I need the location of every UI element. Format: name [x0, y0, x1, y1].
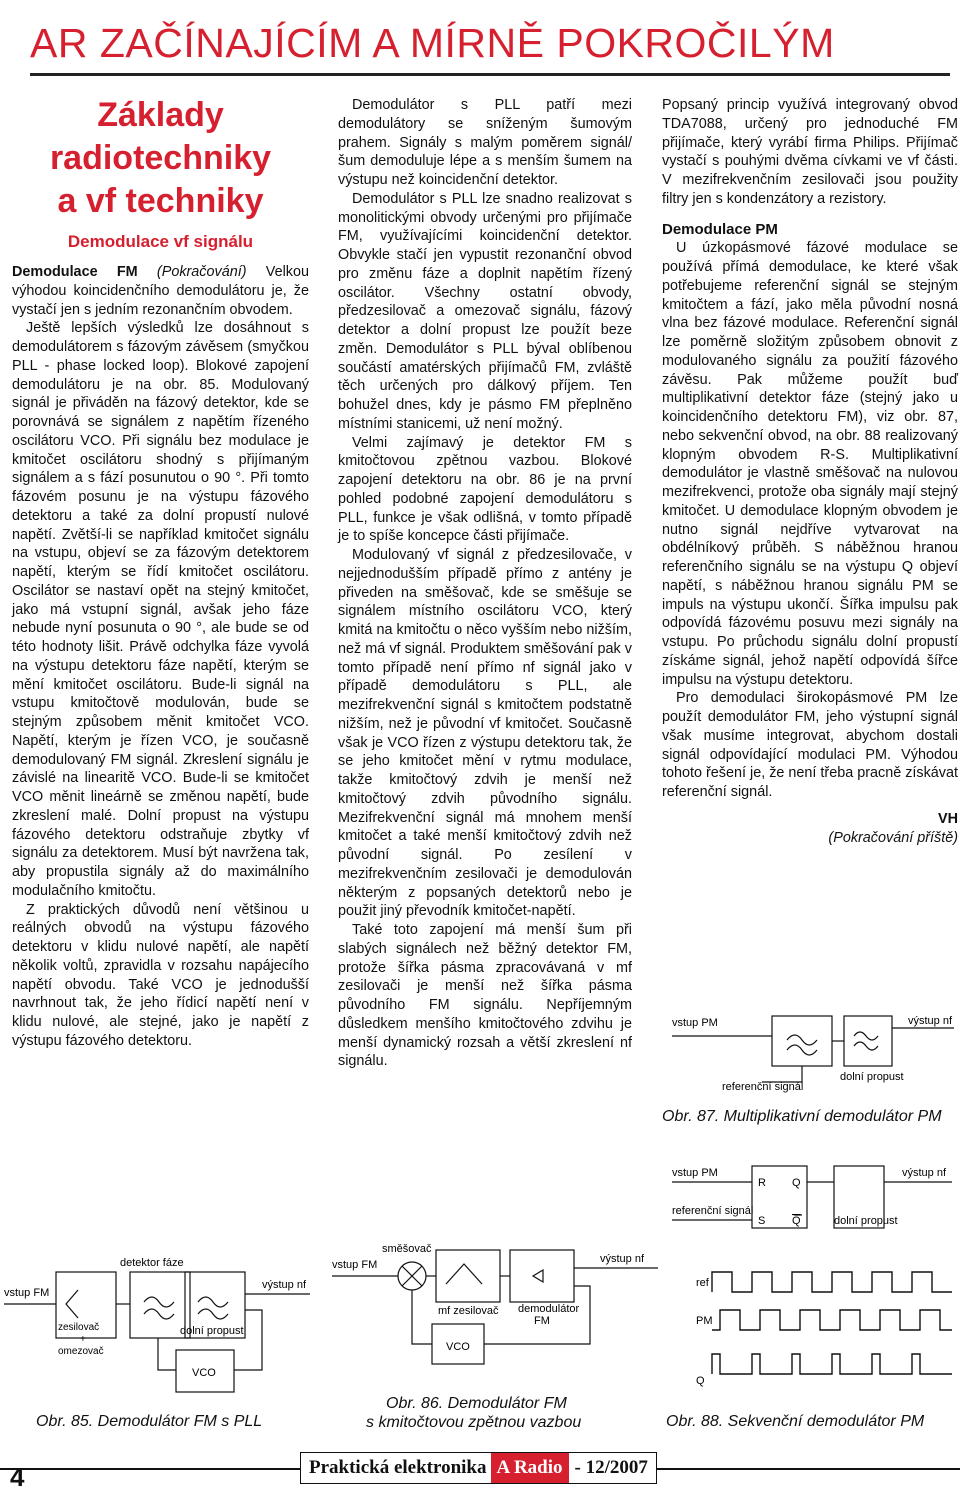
fig88-output-label: výstup nf — [902, 1167, 947, 1179]
author-signature: VH — [938, 810, 958, 827]
if-amplifier-block — [436, 1250, 500, 1302]
subheading: Demodulace PM — [662, 220, 778, 238]
magazine-issue: - 12/2007 — [574, 1457, 648, 1478]
fig85-amp-label: zesilovač — [58, 1322, 100, 1333]
q-output-label: Q — [792, 1177, 801, 1189]
column-3 — [662, 96, 958, 847]
ref-label: ref — [696, 1277, 709, 1289]
figure-85-diagram — [0, 1250, 320, 1410]
continued-note: (Pokračování) — [156, 264, 247, 280]
figure-85-caption: Obr. 85. Demodulátor FM s PLL — [36, 1413, 263, 1430]
title-line: Základy — [97, 96, 224, 134]
fig88-lowpass-label: dolní propust — [834, 1215, 898, 1227]
q-waveform — [712, 1354, 952, 1374]
fig85-limiter-label: omezovač — [58, 1346, 104, 1357]
fig86-demod-label: demodulátor — [518, 1303, 580, 1315]
paragraph: U úzkopásmové fázové modulace se používá přímá demodulace, ke které však potřebujeme referenční signál se stejným kmitočtem a fází, jako měla původní nosná vlna bez fázové modulace. Referenční signál lze poměrně složitým způsobem obnovit z modulovaného signálu za použití fázového závěsu. Pak můžeme použít buď multiplikativní detektor fáze (stejný jako u koincidenčního detektoru FM), viz obr. 87, nebo sekvenční obvod, na obr. 88 realizovaný klopným obvodem R-S. Multiplikativní demodulátor je vlastně směšovač na nulovou mezifrekvenci, protože oba signály mají stejný kmitočet. U demodulace klopným obvodem je nutno signál nejdříve vytvarovat na obdélníkový průběh. S náběžnou hranou referenčního signálu se na výstupu Q objeví napětí, s náběžnou hranou signálu PM se impuls na výstupu ukončí. Šířka impulsu pak odpovídá fázovému posuvu mezi signály na vstupu. Po průchodu signálu dolní propustí získáme signál, jehož napětí odpovídá šířce impulsu na výstupu detektoru. — [662, 240, 958, 688]
paragraph: Ještě lepších výsledků lze dosáhnout s demodulátorem s fázovým závěsem (smyčkou PLL - phase locked loop). Blokové zapojení demodulátoru je na obr. 85. Modulovaný signál je přiváděn na fázový detektor, kde se porovnává se signálem z napětím řízeného oscilátoru VCO. Při signálu bez modulace je kmitočet oscilátoru shodný s přijímaným signálem a s fází posunutou o 90 °. Při tomto fázovém posunu je na výstupu fázového detektoru a také za dolní propustí nulové napětí. Zvětší-li se například kmitočet signálu na vstupu, objeví se za fázovým detektorem napětí, kterým se řídí kmitočet oscilátoru. Oscilátor se nastaví opět na stejný kmitočet, jako má vstupní signál, avšak jeho fáze nebude nyní posunuta o 90 °, ale bude se od této hodnoty lišit. Právě odchylka fáze vyvolá na výstupu detektoru fáze napětí, kterým se mění kmitočet oscilátoru. Bude-li signál na vstupu kmitočtově modulován, bude se stejným způsobem měnit kmitočet VCO. Napětí, kterým je řízen VCO, je současně demodulovaný FM signál. Zkreslení signálu je závislé na linearitě VCO. Bude-li se kmitočet VCO měnit lineárně se změnou napětí, bude zkreslení malé. Dolní propust na výstupu fázového detektoru odstraňuje zbytky vf signálu za detektorem. Musí být navržena tak, aby propustila signály až do maximálního modulačního kmitočtu. — [12, 320, 309, 899]
r-input-label: R — [758, 1177, 766, 1189]
qbar-output-label: Q — [792, 1215, 801, 1227]
fig87-ref-label: referenční signál — [722, 1081, 804, 1093]
figure-88-waveforms — [662, 1262, 958, 1402]
page-header — [30, 12, 950, 74]
fig85-detector-label: detektor fáze — [120, 1257, 184, 1269]
fig86-vco-label: VCO — [446, 1341, 470, 1353]
figure-87-caption: Obr. 87. Multiplikativní demodulátor PM — [662, 1108, 942, 1125]
paragraph: Demodulátor s PLL lze snadno realizovat s monolitickými obvody určenými pro přijímače FM, využívajícími koincidenční detektor. Obvykle stačí jen vypustit rezonanční obvod pro změnu fáze a doplnit napětím řízený oscilátor. Všechny ostatní obvody, předzesilovač a omezovač signálu, fázový detektor a dolní propust lze použít beze změn. Demodulátor s PLL býval oblíbenou součástí amatérských přijímačů FM, zvláště těch určených pro dálkový příjem. Ten bohužel dnes, kdy je pásmo FM přeplněno místními stanicemi, už není možný. — [338, 190, 632, 432]
article-section-heading: Demodulace vf signálu — [67, 232, 254, 251]
paragraph: Z praktických důvodů není většinou u reálných obvodů na výstupu fázového detektoru v klidu nulové napětí, ale napětí několik voltů, zpravidla v rozsahu napájecího napětí obvodu. Také VCO je jednodušší navrhnout tak, že jeho řídicí napětí není v klidu nulové, ale stejné, jako je napětí z výstupu fázového detektoru. — [12, 901, 309, 1049]
lowpass-block — [844, 1016, 892, 1066]
title-line: radiotechniky — [49, 139, 272, 177]
column-2 — [338, 96, 632, 1071]
fig87-lowpass-label: dolní propust — [840, 1071, 904, 1083]
column-1 — [12, 263, 309, 1051]
fig86-demod-label-2: FM — [534, 1315, 550, 1327]
magazine-box — [300, 1452, 657, 1484]
fig86-if-label: mf zesilovač — [438, 1305, 499, 1317]
figure-86-caption-line2: s kmitočtovou zpětnou vazbou — [366, 1414, 582, 1431]
header-rule — [30, 73, 950, 76]
fig85-input-label: vstup FM — [4, 1287, 50, 1299]
figure-87-diagram — [662, 998, 958, 1098]
magazine-name: Praktická elektronika — [309, 1457, 487, 1478]
figure-88-diagram — [662, 1158, 958, 1238]
subheading: Demodulace FM — [12, 264, 138, 280]
magazine-ar: A Radio — [491, 1453, 569, 1483]
pm-label: PM — [696, 1315, 713, 1327]
fig85-plus: + — [80, 1334, 86, 1345]
paragraph: Popsaný princip využívá integrovaný obvod TDA7088, určený pro jednoduché FM přijímače, který vyrábí firma Philips. Přijímač vystačí s pouhými dvěma cívkami ve vf části. V mezifrekvenčním zesilovači jsou použity filtry jen s kondenzátory a rezistory. — [662, 97, 958, 207]
fig86-mixer-label: směšovač — [382, 1243, 432, 1255]
page-footer — [0, 1440, 960, 1490]
paragraph — [12, 263, 309, 319]
pm-waveform — [712, 1310, 952, 1330]
ref-waveform — [712, 1272, 952, 1292]
figure-86-caption-line1: Obr. 86. Demodulátor FM — [386, 1395, 567, 1412]
paragraph: Také toto zapojení má menší šum při slabých signálech než běžný detektor FM, protože šířka pásma zpracovávaná v mf zesilovači je menší než šířka pásma původního FM signálu. Nepříjemným důsledkem menšího kmitočtového zdvihu je menší dynamický rozsah a větší zkreslení nf signálu. — [338, 922, 632, 1070]
fig87-output-label: výstup nf — [908, 1015, 953, 1027]
fig85-output-label: výstup nf — [262, 1279, 307, 1291]
section-title: AR ZAČÍNAJÍCÍM A MÍRNĚ POKROČILÝM — [30, 20, 835, 66]
fm-demodulator-block — [510, 1250, 574, 1302]
fig85-vco-label: VCO — [192, 1367, 216, 1379]
figure-86-diagram — [328, 1238, 660, 1398]
fig86-output-label: výstup nf — [600, 1253, 645, 1265]
fig88-input-label: vstup PM — [672, 1167, 718, 1179]
paragraph-text: Velkou výhodou koincidenčního demodulátoru je, že vystačí jen s jedním rezonančním obvodem. — [12, 264, 309, 318]
fig88-ref-label: referenční signál — [672, 1205, 754, 1217]
q-label: Q — [696, 1375, 705, 1387]
page-number: 4 — [10, 1462, 25, 1492]
title-line: a vf techniky — [57, 182, 264, 220]
paragraph: Pro demodulaci širokopásmové PM lze použít demodulátor FM, jeho výstupní signál však musíme integrovat, abychom dostali signál odpovídající modulaci PM. Výhodou tohoto řešení je, že není třeba pracně získávat referenční signál. — [662, 690, 958, 800]
continued-note: (Pokračování příště) — [828, 829, 958, 846]
article-title — [12, 94, 309, 223]
s-input-label: S — [758, 1215, 766, 1227]
fig85-lowpass-label: dolní propust — [180, 1325, 244, 1337]
fig86-input-label: vstup FM — [332, 1259, 378, 1271]
paragraph: Velmi zajímavý je detektor FM s kmitočtovou zpětnou vazbou. Blokové zapojení detektoru na obr. 86 je na první pohled podobné zapojení demodulátoru s PLL, funkce je však odlišná, v tomto případě je to spíše koncepce části přijímače. — [338, 434, 632, 545]
fig87-input-label: vstup PM — [672, 1017, 718, 1029]
paragraph: Modulovaný vf signál z předzesilovače, v nejjednodušším případě přímo z antény je přiveden na směšovač, kde se směšuje se signálem místního oscilátoru VCO, který kmitá na kmitočtu o něco vyšším nebo nižším, než má vf signál. Produktem směšování pak v tomto případě není přímo nf signál jako v případě demodulátoru s PLL, ale mezifrekvenční signál s kmitočtem podstatně nižším, než je původní vf kmitočet. Současně však je VCO řízen z výstupu detektoru tak, že se jeho kmitočet mění v rytmu modulace, takže kmitočtový zdvih je menší než kmitočtový zdvih původního signálu. Mezifrekvenční signál má mnohem menší kmitočet a také menší kmitočtový zdvih než původní signál. Po zesílení v mezifrekvenčním zesilovači je demodulován některým z popsaných detektorů nebo je použit jiný převodník kmitočet-napětí. — [338, 547, 632, 920]
paragraph: Demodulátor s PLL patří mezi demodulátory se sníženým šumovým prahem. Signály s malým poměrem signál/šum demoduluje lépe a s menším šumem na výstupu než koincidenční detektor. — [338, 97, 632, 188]
figure-88-caption: Obr. 88. Sekvenční demodulátor PM — [666, 1413, 925, 1430]
